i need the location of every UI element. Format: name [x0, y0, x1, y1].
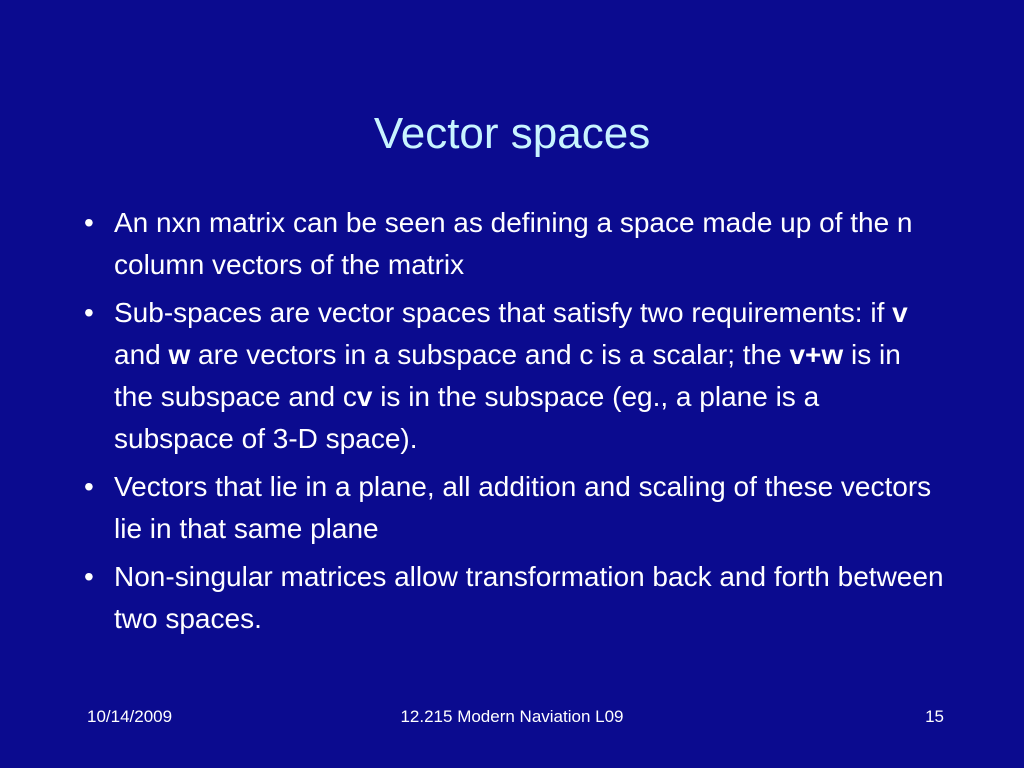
bullet-item [84, 466, 944, 550]
vector-v: v [892, 297, 908, 328]
bullet-item [84, 556, 944, 640]
bullet-mark: • [84, 297, 94, 328]
vector-w: w [168, 339, 191, 370]
bullet-text: Vectors that lie in a plane, all addition and scaling of these vectors lie in that same plane [114, 471, 932, 544]
bullet-text-segment: is in the subspace and c [114, 339, 901, 412]
vector-sum: v+w [789, 339, 844, 370]
bullet-mark: • [84, 471, 94, 502]
bullet-mark: • [84, 561, 94, 592]
footer-page-number: 15 [925, 707, 944, 726]
bullet-item [84, 202, 944, 286]
bullet-text: An nxn matrix can be seen as defining a space made up of the n column vectors of the matrix [114, 207, 913, 280]
bullet-text: Non-singular matrices allow transformation back and forth between two spaces. [114, 561, 944, 634]
bullet-text-segment: are vectors in a subspace and c is a scalar; the [190, 339, 790, 370]
bullet-text-segment: is in the subspace (eg., a plane is a subspace of 3-D space). [114, 381, 820, 454]
bullet-mark: • [84, 207, 94, 238]
footer-course: 12.215 Modern Naviation L09 [400, 707, 624, 726]
slide-title: Vector spaces [373, 109, 651, 158]
bullet-text-segment: and [114, 339, 169, 370]
bullet-item [84, 292, 944, 460]
footer-date: 10/14/2009 [87, 707, 173, 726]
bullet-text-segment: Sub-spaces are vector spaces that satisfy two requirements: if [114, 297, 893, 328]
bullet-list [84, 202, 944, 646]
vector-v: v [356, 381, 373, 412]
